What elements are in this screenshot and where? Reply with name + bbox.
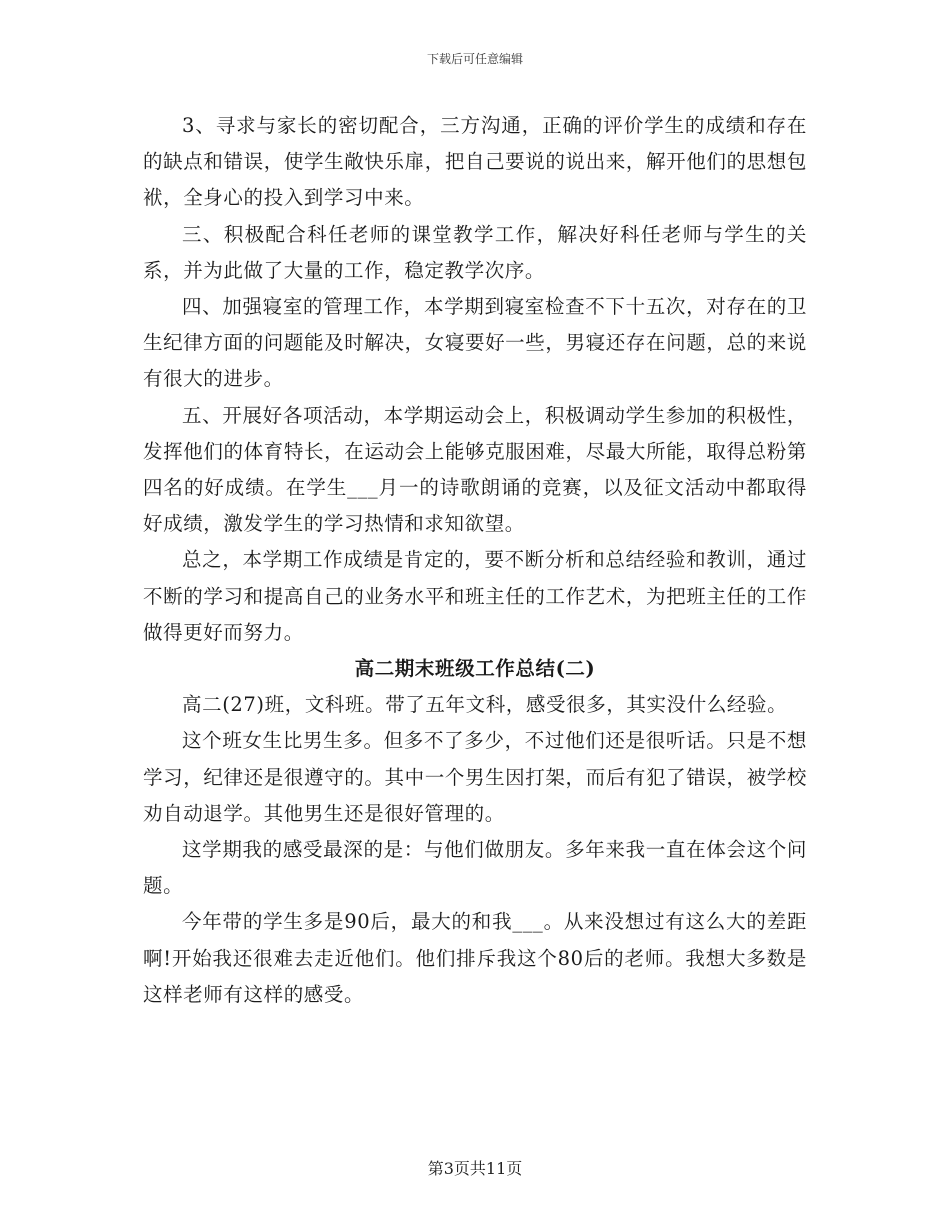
paragraph-friendship: 这学期我的感受最深的是：与他们做朋友。多年来我一直在体会这个问题。 <box>143 838 807 898</box>
paragraph-teacher-cooperation: 三、积极配合科任老师的课堂教学工作，解决好科任老师与学生的关系，并为此做了大量的工作，稳定教学次序。 <box>143 222 807 282</box>
paragraph-activities: 五、开展好各项活动，本学期运动会上，积极调动学生参加的积极性，发挥他们的体育特长，在运动会上能够克服困难，尽最大所能，取得总粉第四名的好成绩。在学生___月一的诗歌朗诵的竞赛，以及征文活动中都取得好成绩，激发学生的学习热情和求知欲望。 <box>143 403 807 536</box>
page-header: 下载后可任意编辑 <box>426 52 523 66</box>
paragraph-dormitory-management: 四、加强寝室的管理工作，本学期到寝室检查不下十五次，对存在的卫生纪律方面的问题能及时解决，女寝要好一些，男寝还存在问题，总的来说有很大的进步。 <box>143 295 807 391</box>
paragraph-parent-cooperation: 3、寻求与家长的密切配合，三方沟通，正确的评价学生的成绩和存在的缺点和错误，使学生敞快乐扉，把自己要说的说出来，解开他们的思想包袱，全身心的投入到学习中来。 <box>143 114 807 210</box>
paragraph-summary: 总之，本学期工作成绩是肯定的，要不断分析和总结经验和教训，通过不断的学习和提高自己的业务水平和班主任的工作艺术，为把班主任的工作做得更好而努力。 <box>143 548 807 644</box>
paragraph-class-intro: 高二(27)班，文科班。带了五年文科，感受很多，其实没什么经验。 <box>182 693 788 717</box>
section-title: 高二期末班级工作总结(二) <box>354 657 596 681</box>
document-body <box>143 108 807 1013</box>
paragraph-class-composition: 这个班女生比男生多。但多不了多少，不过他们还是很听话。只是不想学习，纪律还是很遵守的。其中一个男生因打架，而后有犯了错误，被学校劝自动退学。其他男生还是很好管理的。 <box>143 729 807 825</box>
page-number-footer: 第3页共11页 <box>427 1159 523 1178</box>
paragraph-generation-gap: 今年带的学生多是90后，最大的和我___。从来没想过有这么大的差距啊!开始我还很难去走近他们。他们排斥我这个80后的老师。我想大多数是这样老师有这样的感受。 <box>143 910 807 1006</box>
